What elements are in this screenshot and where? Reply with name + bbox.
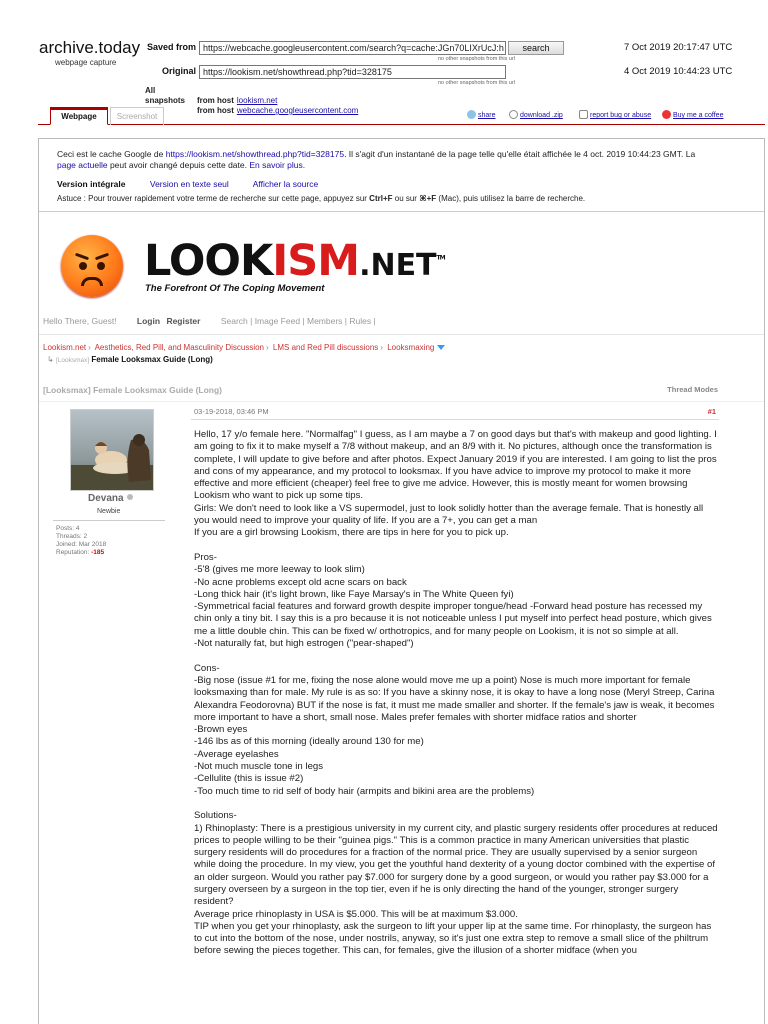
post-paragraph: 1) Rhinoplasty: There is a prestigious university in my current city, and plastic surgery residents offer procedures at reduced prices to people willing to be their "guinea pigs." This is a common practice in many American universities that plastic surgery residents will do procedures for a fraction of the normal price. They are usually supervised by a senior surgeon while doing the procedure. In my view, you get the youthful hand dexterity of a young doctor combined with the expertise of an older surgeon. Would you rather pay $7.000 for surgery done by a good surgeon, or would you rather pay $3.000 for a surgery overseen by a surgeon in the top tier, even if he is only directing the hand of the younger, stronger surgery resident? — [194, 822, 718, 908]
from-host-label-2: from host — [197, 106, 234, 115]
post-paragraph: If you are a girl browsing Lookism, there are tips in here for you to pick up. — [194, 527, 509, 539]
divider — [191, 419, 719, 420]
original-label: Original — [162, 66, 197, 76]
brand-ism: ISM — [272, 236, 360, 286]
post-paragraph: -Long thick hair (it's light brown, like Faye Marsay's in The White Queen fyi) — [194, 588, 514, 600]
tip-text-3: (Mac), puis utilisez la barre de recherche. — [436, 194, 586, 203]
post-paragraph: -Average eyelashes — [194, 748, 279, 760]
brand-tm: TM — [436, 254, 445, 262]
user-threads: Threads: 2 — [56, 533, 88, 540]
saved-from-label: Saved from — [147, 42, 197, 52]
divider — [53, 520, 165, 521]
current-page-link[interactable]: page actuelle — [57, 160, 108, 170]
register-link[interactable]: Register — [166, 316, 201, 326]
breadcrumb-item[interactable]: Lookism.net — [43, 343, 87, 352]
post-paragraph: -Not much muscle tone in legs — [194, 761, 324, 773]
heart-icon — [662, 110, 671, 119]
lookism-brand-logo[interactable] — [144, 236, 445, 286]
report-action[interactable] — [579, 110, 651, 119]
tip-text-2: ou sur — [392, 194, 420, 203]
username-text: Devana — [88, 493, 124, 504]
divider — [39, 334, 765, 335]
post-paragraph: -Too much time to rid self of body hair (armpits and bikini area are the problems) — [194, 785, 535, 797]
user-reputation — [56, 549, 106, 557]
dropdown-arrow-icon[interactable] — [437, 345, 445, 350]
post-date: 03-19-2018, 03:46 PM — [194, 407, 269, 416]
post-body — [194, 429, 719, 958]
post-paragraph: Pros- — [194, 551, 217, 563]
guest-greeting: Hello There, Guest! — [43, 316, 117, 326]
download-action[interactable] — [509, 110, 563, 119]
original-date: 4 Oct 2019 10:44:23 UTC — [624, 66, 733, 77]
post-paragraph: -5'8 (gives me more leeway to look slim) — [194, 564, 365, 576]
offline-status-icon — [127, 494, 133, 500]
host-link-webcache[interactable]: webcache.googleusercontent.com — [236, 106, 359, 115]
archive-header — [0, 0, 768, 130]
original-url-field[interactable]: https://lookism.net/showthread.php?tid=328175 — [199, 65, 506, 79]
tip-text-1: Astuce : Pour trouver rapidement votre terme de recherche sur cette page, appuyez sur — [57, 194, 370, 203]
original-note: no other snapshots from this url — [438, 80, 516, 86]
breadcrumb-item[interactable]: Aesthetics, Red Pill, and Masculinity Discussion — [94, 343, 264, 352]
thread-heading: [Looksmax] Female Looksmax Guide (Long) — [43, 385, 223, 395]
archive-logo-title[interactable]: archive.today — [39, 38, 141, 57]
user-posts: Posts: 4 — [56, 525, 80, 532]
tab-screenshot[interactable]: Screenshot — [110, 107, 164, 125]
cache-source-link[interactable]: https://lookism.net/showthread.php?tid=328175 — [165, 149, 345, 159]
search-tip — [57, 194, 585, 203]
post-paragraph: -Cellulite (this is issue #2) — [194, 773, 304, 785]
post-paragraph: -Brown eyes — [194, 724, 248, 736]
breadcrumb-item[interactable]: LMS and Red Pill discussions — [272, 343, 379, 352]
report-label: report bug or abuse — [590, 112, 652, 119]
angry-face-logo-icon[interactable] — [61, 235, 123, 297]
all-snapshots-label: All snapshots — [145, 86, 186, 105]
saved-date: 7 Oct 2019 20:17:47 UTC — [624, 42, 733, 53]
user-rank: Newbie — [97, 508, 121, 515]
forum-navbar — [43, 316, 376, 326]
share-action[interactable] — [467, 110, 496, 119]
avatar[interactable] — [70, 409, 154, 491]
divider — [39, 401, 765, 402]
post-paragraph: -Big nose (issue #1 for me, fixing the nose alone would move me up a point) Nose is much more important for female looksmaxing than for male. My rule is as so: If you have a skinny nose, it is okay to have a long nose (Meryl Streep, Carina Alexandra Feodorovna) BUT if the nose is fat, it must me made smaller and shorter. If the female's jaw is weak, it becomes more important to have a short, small nose. Males prefer females with shorter midface ratios and shorter — [194, 674, 715, 723]
brand-look: LOOK — [144, 236, 273, 286]
breadcrumb-current: ↳ [Looksmax] Female Looksmax Guide (Long) — [47, 355, 213, 364]
cache-text-1: Ceci est le cache Google de — [57, 149, 166, 159]
coffee-action[interactable] — [662, 110, 723, 119]
post-paragraph: -146 lbs as of this morning (ideally around 130 for me) — [194, 736, 424, 748]
thread-name: Female Looksmax Guide (Long) — [91, 355, 213, 364]
breadcrumb-item[interactable]: Looksmaxing — [387, 343, 435, 352]
share-label: share — [478, 112, 496, 119]
tip-key-ctrl-f: Ctrl+F — [369, 194, 393, 203]
cloud-download-icon — [509, 110, 518, 119]
download-label: download .zip — [520, 112, 563, 119]
post-paragraph: Solutions- — [194, 810, 237, 822]
saved-from-note: no other snapshots from this url — [438, 56, 516, 62]
from-host-label-1: from host — [197, 96, 234, 105]
coffee-label: Buy me a coffee — [673, 112, 724, 119]
user-stats — [56, 525, 106, 557]
reputation-value[interactable]: -185 — [91, 549, 105, 556]
saved-from-url-field[interactable]: https://webcache.googleusercontent.com/search?q=cache:JGn70LIXrUcJ:h — [199, 41, 506, 55]
post-number-link[interactable]: #1 — [707, 407, 716, 416]
post-paragraph: Hello, 17 y/o female here. "Normalfag" I guess, as I am maybe a 7 on good days but that's with makeup and good lighting. I am going to fix it to make myself a 7/8 without makeup, and an 8/9 with it. No pictures, although once the transformation is complete, I will update to give before and after photos. Expect January 2019 if you are interested. I am going to list the pros and cons of my appearance, and my protocol to looksmax. If you have advice to improve my protocol to make it more effective and more efficient (cheaper) feel free to give me advice. However, this is mostly meant for women browsing Lookism who want to pick up some tips. — [194, 429, 717, 502]
reputation-label: Reputation: — [56, 549, 92, 556]
search-button[interactable]: search — [508, 41, 564, 55]
tab-webpage[interactable]: Webpage — [50, 107, 108, 125]
view-source-link[interactable]: Afficher la source — [252, 179, 319, 189]
post-paragraph: -Symmetrical facial features and forward growth despite improper tongue/head -Forward head posture has recessed my chin only a tiny bit. I say this is a pro because it is not noticeable unless I put myself into perfect head posture, which gives me a little double chin. This can be fixed w/ orthotropics, and for many people on Lookism, it is not so simple at all. — [194, 601, 712, 637]
share-icon — [467, 110, 476, 119]
divider — [39, 211, 765, 212]
learn-more-link[interactable]: En savoir plus. — [249, 160, 306, 170]
view-tabs — [38, 107, 765, 125]
post-username[interactable] — [88, 493, 133, 504]
cache-text-2: . Il s'agit d'un instantané de la page telle qu'elle était affichée le 4 oct. 2019 10:44:23 GMT. La — [344, 149, 696, 159]
breadcrumb: Lookism.net › Aesthetics, Red Pill, and Masculinity Discussion › LMS and Red Pill discussions › Looksmaxing — [43, 343, 445, 352]
cache-version-links — [57, 179, 340, 189]
archived-page-frame — [38, 138, 765, 1024]
user-joined: Joined: Mar 2018 — [56, 541, 107, 548]
thread-prefix: [Looksmax] — [55, 357, 90, 364]
tip-key-cmd-f: ⌘+F — [419, 194, 437, 203]
login-link[interactable]: Login — [136, 316, 161, 326]
brand-net: .NET — [359, 248, 437, 283]
post-paragraph: Cons- — [194, 662, 220, 674]
brand-tagline: The Forefront Of The Coping Movement — [145, 283, 325, 294]
post-paragraph: TIP when you get your rhinoplasty, ask the surgeon to lift your upper lip at the same time. For rhinoplasty, the surgeon has to cut into the bottom of the nose, under nostrils, anyway, so it's just one extra step to remove a small slice of the philtrum before sewing the pieces together. This can, for females, give the illusion of a shorter midface (when you — [194, 920, 712, 957]
post-paragraph: -No acne problems except old acne scars on back — [194, 576, 407, 588]
cache-notice — [57, 149, 697, 171]
version-full-link[interactable]: Version intégrale — [57, 179, 126, 189]
host-link-lookism[interactable]: lookism.net — [236, 96, 278, 105]
forum-nav-links[interactable]: Search | Image Feed | Members | Rules | — [220, 316, 376, 326]
post-paragraph: Average price rhinoplasty in USA is $5.000. This will be at maximum $3.000. — [194, 908, 518, 920]
cache-text-3: peut avoir changé depuis cette date. — [107, 160, 250, 170]
avatar-painting-image — [71, 410, 154, 491]
archive-logo-subtitle: webpage capture — [55, 58, 117, 67]
version-text-link[interactable]: Version en texte seul — [149, 179, 229, 189]
post-paragraph: Girls: We don't need to look like a VS supermodel, just to look solidly hotter than the average female. That is honestly all you would need to improve your quality of life. If you are a 7+, you can get a man — [194, 502, 704, 527]
post-paragraph: -Not naturally fat, but high estrogen ("pear-shaped") — [194, 638, 414, 650]
thread-modes-button[interactable]: Thread Modes — [667, 385, 718, 394]
report-icon — [579, 110, 588, 119]
